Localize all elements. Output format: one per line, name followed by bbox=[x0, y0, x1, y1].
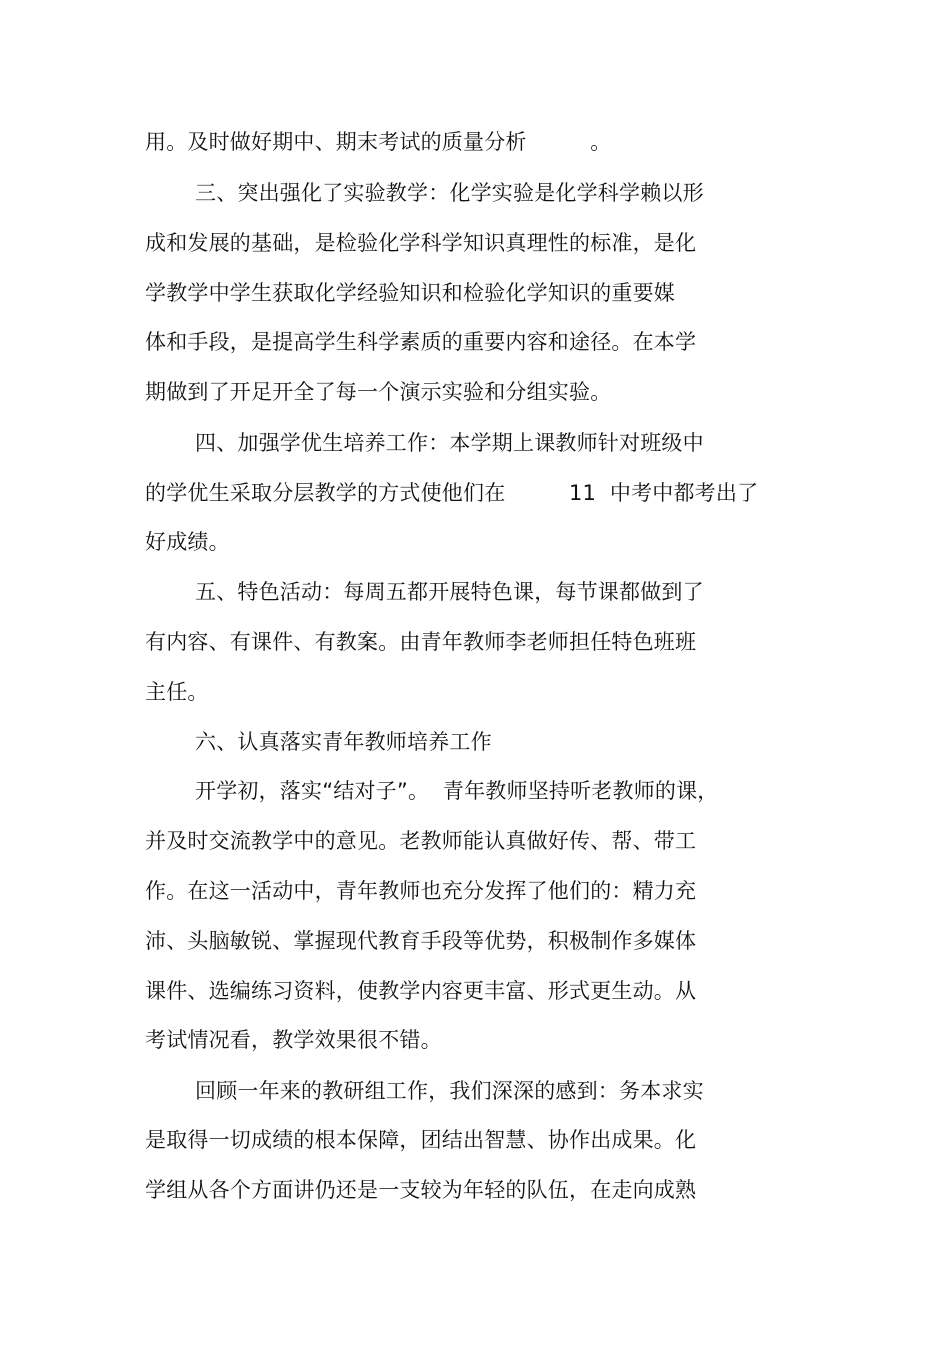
paragraph-start: 开学初，落实“结对子”。 青年教师坚持听老教师的课， bbox=[195, 779, 719, 803]
section-heading-4: 四、加强学优生培养工作：本学期上课教师针对班级中 bbox=[195, 431, 704, 455]
text-line: 好成绩。 bbox=[145, 530, 230, 554]
section-heading-3: 三、突出强化了实验教学：化学实验是化学科学赖以形 bbox=[195, 181, 704, 205]
text-line: 是取得一切成绩的根本保障，团结出智慧、协作出成果。化 bbox=[145, 1128, 697, 1152]
text-line: 期做到了开足开全了每一个演示实验和分组实验。 bbox=[145, 380, 612, 404]
text-line: 主任。 bbox=[145, 680, 209, 704]
text-line: 并及时交流教学中的意见。老教师能认真做好传、帮、带工 bbox=[145, 829, 697, 853]
text-line: 学教学中学生获取化学经验知识和检验化学知识的重要媒 bbox=[145, 281, 675, 305]
text-line: 成和发展的基础，是检验化学科学知识真理性的标准，是化 bbox=[145, 231, 697, 255]
text-line: 体和手段，是提高学生科学素质的重要内容和途径。在本学 bbox=[145, 330, 697, 354]
section-heading-5: 五、特色活动：每周五都开展特色课，每节课都做到了 bbox=[195, 580, 704, 604]
paragraph-start: 回顾一年来的教研组工作，我们深深的感到：务本求实 bbox=[195, 1079, 704, 1103]
text-line: 考试情况看，教学效果很不错。 bbox=[145, 1028, 442, 1052]
text-line: 学组从各个方面讲仍还是一支较为年轻的队伍，在走向成熟 bbox=[145, 1178, 697, 1202]
text-line: 沛、头脑敏锐、掌握现代教育手段等优势，积极制作多媒体 bbox=[145, 929, 697, 953]
text-line: 课件、选编练习资料，使教学内容更丰富、形式更生动。从 bbox=[145, 979, 697, 1003]
text-line: 的学优生采取分层教学的方式使他们在 11 中考中都考出了 bbox=[145, 481, 759, 505]
text-line: 用。及时做好期中、期末考试的质量分析 。 bbox=[145, 130, 612, 154]
text-line: 作。在这一活动中，青年教师也充分发挥了他们的：精力充 bbox=[145, 879, 697, 903]
section-heading-6: 六、认真落实青年教师培养工作 bbox=[195, 730, 492, 754]
text-line: 有内容、有课件、有教案。由青年教师李老师担任特色班班 bbox=[145, 630, 697, 654]
